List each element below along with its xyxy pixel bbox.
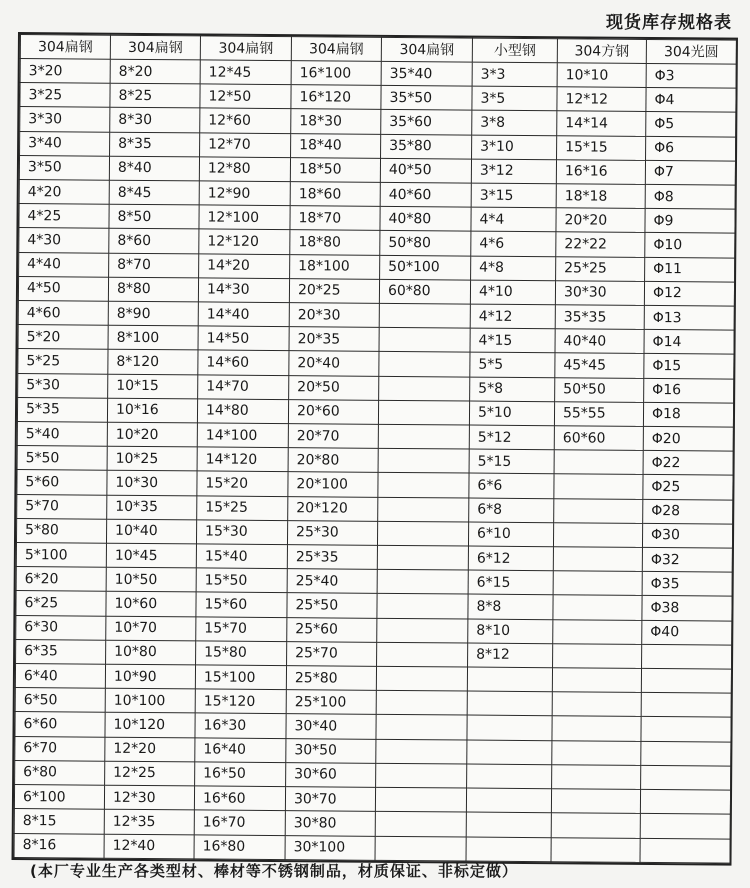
table-cell: 8*8	[468, 595, 553, 620]
table-cell: Φ28	[643, 499, 733, 524]
table-cell: Φ14	[644, 330, 734, 355]
table-cell: 16*60	[194, 786, 285, 811]
table-cell: 3*25	[20, 83, 110, 108]
table-cell: Φ25	[643, 475, 733, 500]
table-cell: 6*6	[469, 474, 554, 499]
table-cell: 18*80	[290, 230, 380, 255]
table-cell: 3*12	[471, 159, 556, 184]
table-cell: Φ16	[644, 378, 734, 403]
table-cell: 8*10	[468, 619, 553, 644]
table-cell	[554, 498, 643, 523]
table-cell: 12*100	[199, 205, 290, 230]
table-cell: 25*30	[287, 520, 377, 545]
table-cell: 18*40	[291, 133, 381, 158]
table-cell	[553, 644, 642, 669]
table-cell: 4*25	[19, 204, 109, 229]
table-cell: Φ4	[646, 88, 736, 113]
table-cell	[467, 716, 552, 741]
table-cell	[377, 642, 468, 667]
table-cell: 10*90	[105, 664, 195, 689]
table-cell: 12*12	[557, 87, 646, 112]
table-cell: Φ7	[645, 160, 735, 185]
table-cell: 4*8	[471, 256, 556, 281]
table-cell: 15*30	[196, 520, 287, 545]
table-cell	[376, 739, 467, 764]
table-cell	[467, 667, 552, 692]
table-cell: 8*120	[108, 350, 198, 375]
table-cell: 16*16	[556, 160, 645, 185]
table-cell: 16*50	[195, 762, 286, 787]
table-cell	[551, 837, 640, 862]
table-cell: Φ30	[642, 523, 732, 548]
table-cell: 6*20	[16, 567, 106, 592]
table-cell: 12*80	[199, 157, 290, 182]
table-cell	[377, 521, 468, 546]
table-cell: 5*25	[18, 349, 108, 374]
table-cell: 15*120	[195, 689, 286, 714]
table-cell: 6*100	[14, 785, 104, 810]
table-cell	[379, 328, 470, 353]
table-cell	[554, 474, 643, 499]
table-cell: 60*60	[554, 426, 643, 451]
table-cell	[467, 764, 552, 789]
table-cell: 18*60	[290, 182, 380, 207]
table-cell: Φ40	[642, 620, 732, 645]
table-cell: 16*100	[291, 61, 381, 86]
table-cell: 15*60	[196, 592, 287, 617]
table-cell: Φ32	[642, 547, 732, 572]
table-cell: 5*70	[17, 494, 107, 519]
table-cell: 15*15	[557, 135, 646, 160]
table-cell: 16*80	[194, 834, 285, 859]
table-cell: 14*100	[197, 423, 288, 448]
table-cell: 12*120	[199, 229, 290, 254]
table-cell	[379, 352, 470, 377]
table-cell: 20*35	[289, 327, 379, 352]
table-cell	[641, 741, 731, 766]
table-cell	[554, 450, 643, 475]
table-cell	[377, 594, 468, 619]
table-cell: 20*80	[288, 448, 378, 473]
table-cell	[553, 619, 642, 644]
table-cell: 10*60	[106, 592, 196, 617]
table-cell	[378, 400, 469, 425]
table-cell: 5*50	[17, 446, 107, 471]
table-cell: 18*30	[291, 109, 381, 134]
table-cell: 30*80	[285, 811, 375, 836]
table-cell: Φ35	[642, 572, 732, 597]
table-cell: 16*70	[194, 810, 285, 835]
column-header: 304扁钢	[291, 37, 381, 62]
column-header: 304扁钢	[200, 36, 291, 61]
table-cell: 35*80	[381, 134, 472, 159]
table-cell: 35*35	[555, 305, 644, 330]
table-cell	[640, 838, 730, 863]
table-cell: 45*45	[555, 353, 644, 378]
table-cell: Φ5	[646, 112, 736, 137]
table-cell: 22*22	[556, 232, 645, 257]
table-cell: 5*15	[469, 449, 554, 474]
table-cell: 8*50	[109, 204, 199, 229]
table-cell: 50*50	[555, 377, 644, 402]
table-cell: 10*45	[106, 543, 196, 568]
table-cell: 5*60	[17, 470, 107, 495]
table-cell: 12*90	[199, 181, 290, 206]
table-cell	[377, 545, 468, 570]
table-row	[14, 833, 730, 863]
table-cell: 10*15	[108, 374, 198, 399]
table-cell: 14*14	[557, 111, 646, 136]
table-cell: 18*50	[290, 157, 380, 182]
table-cell: 6*35	[16, 639, 106, 664]
table-cell: 3*50	[19, 155, 109, 180]
table-cell: 6*70	[15, 736, 105, 761]
table-cell: 12*30	[104, 785, 194, 810]
table-cell: 5*40	[17, 422, 107, 447]
table-cell: 35*40	[381, 61, 472, 86]
table-cell: 10*25	[107, 446, 197, 471]
column-header: 304扁钢	[381, 37, 472, 62]
table-cell: 4*4	[471, 207, 556, 232]
table-cell: 30*40	[286, 714, 376, 739]
table-cell: 10*35	[107, 495, 197, 520]
table-cell: 4*30	[19, 228, 109, 253]
table-cell	[552, 668, 641, 693]
table-cell: 25*100	[286, 690, 376, 715]
table-cell: 18*70	[290, 206, 380, 231]
table-cell: 25*40	[287, 569, 377, 594]
table-cell: 12*60	[200, 108, 291, 133]
table-cell	[375, 787, 466, 812]
table-cell	[467, 691, 552, 716]
table-cell: Φ10	[645, 233, 735, 258]
column-header: 304光圆	[646, 39, 736, 64]
table-cell: 6*80	[15, 760, 105, 785]
table-cell: 20*25	[289, 278, 379, 303]
table-cell: 12*70	[200, 133, 291, 158]
table-cell	[553, 595, 642, 620]
table-cell: 8*90	[108, 301, 198, 326]
table-cell: 6*15	[468, 570, 553, 595]
table-cell: 30*50	[286, 738, 376, 763]
table-cell: 10*120	[105, 713, 195, 738]
table-cell: 10*40	[106, 519, 196, 544]
table-cell: 10*80	[106, 640, 196, 665]
table-cell: 25*25	[556, 256, 645, 281]
table-cell: 5*5	[470, 352, 555, 377]
table-cell: 4*10	[470, 280, 555, 305]
table-cell: 25*50	[287, 593, 377, 618]
table-cell	[552, 716, 641, 741]
table-cell	[377, 618, 468, 643]
table-cell	[551, 813, 640, 838]
table-cell: Φ22	[643, 451, 733, 476]
table-cell: Φ20	[643, 426, 733, 451]
table-cell: Φ13	[644, 305, 734, 330]
table-cell: 8*25	[110, 83, 200, 108]
table-cell: 60*80	[379, 279, 470, 304]
table-cell: 20*120	[288, 496, 378, 521]
table-cell: 40*40	[555, 329, 644, 354]
table-cell: 16*30	[195, 713, 286, 738]
table-cell: Φ9	[645, 209, 735, 234]
table-cell: 8*16	[14, 833, 104, 858]
table-cell: 25*35	[287, 545, 377, 570]
table-cell	[466, 812, 551, 837]
table-cell	[552, 765, 641, 790]
table-cell	[378, 497, 469, 522]
table-cell: 10*50	[106, 567, 196, 592]
table-cell: 40*50	[380, 158, 471, 183]
column-header: 304扁钢	[110, 35, 200, 60]
table-cell: 8*20	[110, 59, 200, 84]
table-cell: 6*60	[15, 712, 105, 737]
table-cell: 5*30	[18, 373, 108, 398]
table-cell: 30*70	[285, 787, 375, 812]
table-cell: 30*30	[555, 281, 644, 306]
table-cell: 6*30	[16, 615, 106, 640]
table-cell	[552, 740, 641, 765]
table-cell: 10*10	[557, 63, 646, 88]
table-cell: Φ11	[645, 257, 735, 282]
table-cell: 8*80	[108, 277, 198, 302]
table-cell: 16*40	[195, 738, 286, 763]
table-cell: 5*20	[18, 325, 108, 350]
table-cell: 12*35	[104, 809, 194, 834]
table-cell: 15*25	[197, 496, 288, 521]
table-cell	[641, 693, 731, 718]
table-cell: 40*80	[380, 207, 471, 232]
table-cell: 5*10	[469, 401, 554, 426]
spec-table-sheet	[11, 32, 737, 866]
table-cell: 5*8	[470, 377, 555, 402]
table-cell	[552, 692, 641, 717]
table-cell: 10*100	[105, 688, 195, 713]
table-cell: 6*12	[468, 546, 553, 571]
table-cell: 20*70	[288, 424, 378, 449]
table-cell: 12*50	[200, 84, 291, 109]
table-cell	[376, 715, 467, 740]
table-cell: 4*40	[19, 252, 109, 277]
table-cell: 3*40	[20, 131, 110, 156]
table-cell	[641, 717, 731, 742]
table-cell	[376, 763, 467, 788]
table-cell: 14*70	[198, 375, 289, 400]
table-cell	[378, 424, 469, 449]
table-cell: 14*20	[199, 254, 290, 279]
table-cell	[379, 376, 470, 401]
table-cell: 8*45	[109, 180, 199, 205]
table-cell: Φ12	[644, 281, 734, 306]
table-cell	[551, 789, 640, 814]
table-cell: 3*8	[472, 110, 557, 135]
table-cell: 14*40	[198, 302, 289, 327]
table-cell: 12*25	[105, 761, 195, 786]
table-cell: 8*40	[109, 156, 199, 181]
table-cell: 30*100	[285, 835, 375, 860]
table-cell: 8*12	[468, 643, 553, 668]
table-cell: 10*20	[107, 422, 197, 447]
table-cell: 20*50	[289, 375, 379, 400]
table-cell: Φ15	[644, 354, 734, 379]
table-cell: 3*3	[472, 62, 557, 87]
table-cell: 30*60	[286, 763, 376, 788]
table-cell: 20*40	[289, 351, 379, 376]
table-cell: 6*50	[15, 688, 105, 713]
table-cell: 6*8	[469, 498, 554, 523]
table-cell: 20*20	[556, 208, 645, 233]
table-cell: 20*100	[288, 472, 378, 497]
table-cell	[553, 547, 642, 572]
table-cell: 5*12	[469, 425, 554, 450]
table-cell: 4*15	[470, 328, 555, 353]
spec-table	[14, 34, 737, 864]
table-cell: 14*30	[198, 278, 289, 303]
table-cell	[378, 449, 469, 474]
table-body	[14, 59, 736, 864]
table-cell: 35*60	[381, 110, 472, 135]
table-cell: 16*120	[291, 85, 381, 110]
table-cell: 10*30	[107, 471, 197, 496]
table-cell: 12*40	[104, 834, 194, 859]
table-cell: 6*25	[16, 591, 106, 616]
table-cell: 8*70	[109, 253, 199, 278]
footer-note: (本厂专业生产各类型材、棒材等不锈钢制品，材质保证、非标定做）	[30, 862, 518, 880]
table-cell: Φ3	[646, 63, 736, 88]
table-cell: 14*50	[198, 326, 289, 351]
page-title: 现货库存规格表	[606, 13, 732, 33]
table-cell	[641, 765, 731, 790]
table-cell: 20*30	[289, 303, 379, 328]
table-cell: 18*18	[556, 184, 645, 209]
table-cell: 5*100	[16, 543, 106, 568]
table-cell: 15*50	[196, 568, 287, 593]
table-cell: 15*20	[197, 471, 288, 496]
table-cell	[376, 666, 467, 691]
table-cell	[375, 836, 466, 861]
table-cell: 25*70	[287, 642, 377, 667]
table-cell: Φ8	[645, 184, 735, 209]
table-cell: 5*80	[16, 518, 106, 543]
table-cell: 3*10	[472, 135, 557, 160]
table-cell: 15*40	[196, 544, 287, 569]
table-cell: 3*5	[472, 86, 557, 111]
table-cell	[378, 473, 469, 498]
table-cell: 4*20	[19, 180, 109, 205]
table-cell: 12*20	[105, 737, 195, 762]
table-cell: 20*60	[288, 399, 378, 424]
table-cell	[376, 691, 467, 716]
table-cell: 25*60	[287, 617, 377, 642]
table-cell: Φ18	[643, 402, 733, 427]
table-cell	[640, 790, 730, 815]
table-cell: 8*35	[110, 132, 200, 157]
table-cell: 4*6	[471, 231, 556, 256]
table-cell: 15*100	[195, 665, 286, 690]
table-cell	[466, 837, 551, 862]
table-cell	[641, 668, 731, 693]
table-cell: 14*120	[197, 447, 288, 472]
table-cell	[375, 812, 466, 837]
table-cell	[467, 740, 552, 765]
table-cell: 15*70	[196, 617, 287, 642]
table-cell: 8*60	[109, 229, 199, 254]
table-cell: 4*50	[18, 276, 108, 301]
table-cell	[640, 814, 730, 839]
table-cell: Φ6	[646, 136, 736, 161]
table-cell: 18*100	[290, 254, 380, 279]
table-cell: 12*45	[200, 60, 291, 85]
table-cell: 8*30	[110, 108, 200, 133]
table-cell: 6*40	[15, 664, 105, 689]
column-header: 304方钢	[557, 39, 646, 64]
table-cell	[553, 571, 642, 596]
table-cell: 50*80	[380, 231, 471, 256]
table-cell: 50*100	[380, 255, 471, 280]
table-cell: 6*10	[468, 522, 553, 547]
table-cell	[642, 644, 732, 669]
table-cell: 14*60	[198, 350, 289, 375]
table-cell: 4*12	[470, 304, 555, 329]
table-cell: 3*15	[471, 183, 556, 208]
table-cell: 15*80	[196, 641, 287, 666]
table-cell: 4*60	[18, 301, 108, 326]
table-cell: 3*30	[20, 107, 110, 132]
table-cell: 5*35	[17, 397, 107, 422]
table-cell: 55*55	[554, 402, 643, 427]
table-cell: 35*50	[381, 86, 472, 111]
table-cell: Φ38	[642, 596, 732, 621]
table-cell: 10*70	[106, 616, 196, 641]
column-header: 小型钢	[472, 38, 557, 63]
table-cell	[377, 570, 468, 595]
table-cell	[379, 303, 470, 328]
table-cell: 40*60	[380, 182, 471, 207]
table-cell	[466, 788, 551, 813]
column-header: 304扁钢	[20, 35, 110, 60]
table-cell: 8*100	[108, 325, 198, 350]
table-cell: 25*80	[286, 666, 376, 691]
table-cell: 8*15	[14, 809, 104, 834]
table-cell: 3*20	[20, 59, 110, 84]
table-cell: 14*80	[197, 399, 288, 424]
table-cell	[553, 523, 642, 548]
table-cell: 10*16	[107, 398, 197, 423]
